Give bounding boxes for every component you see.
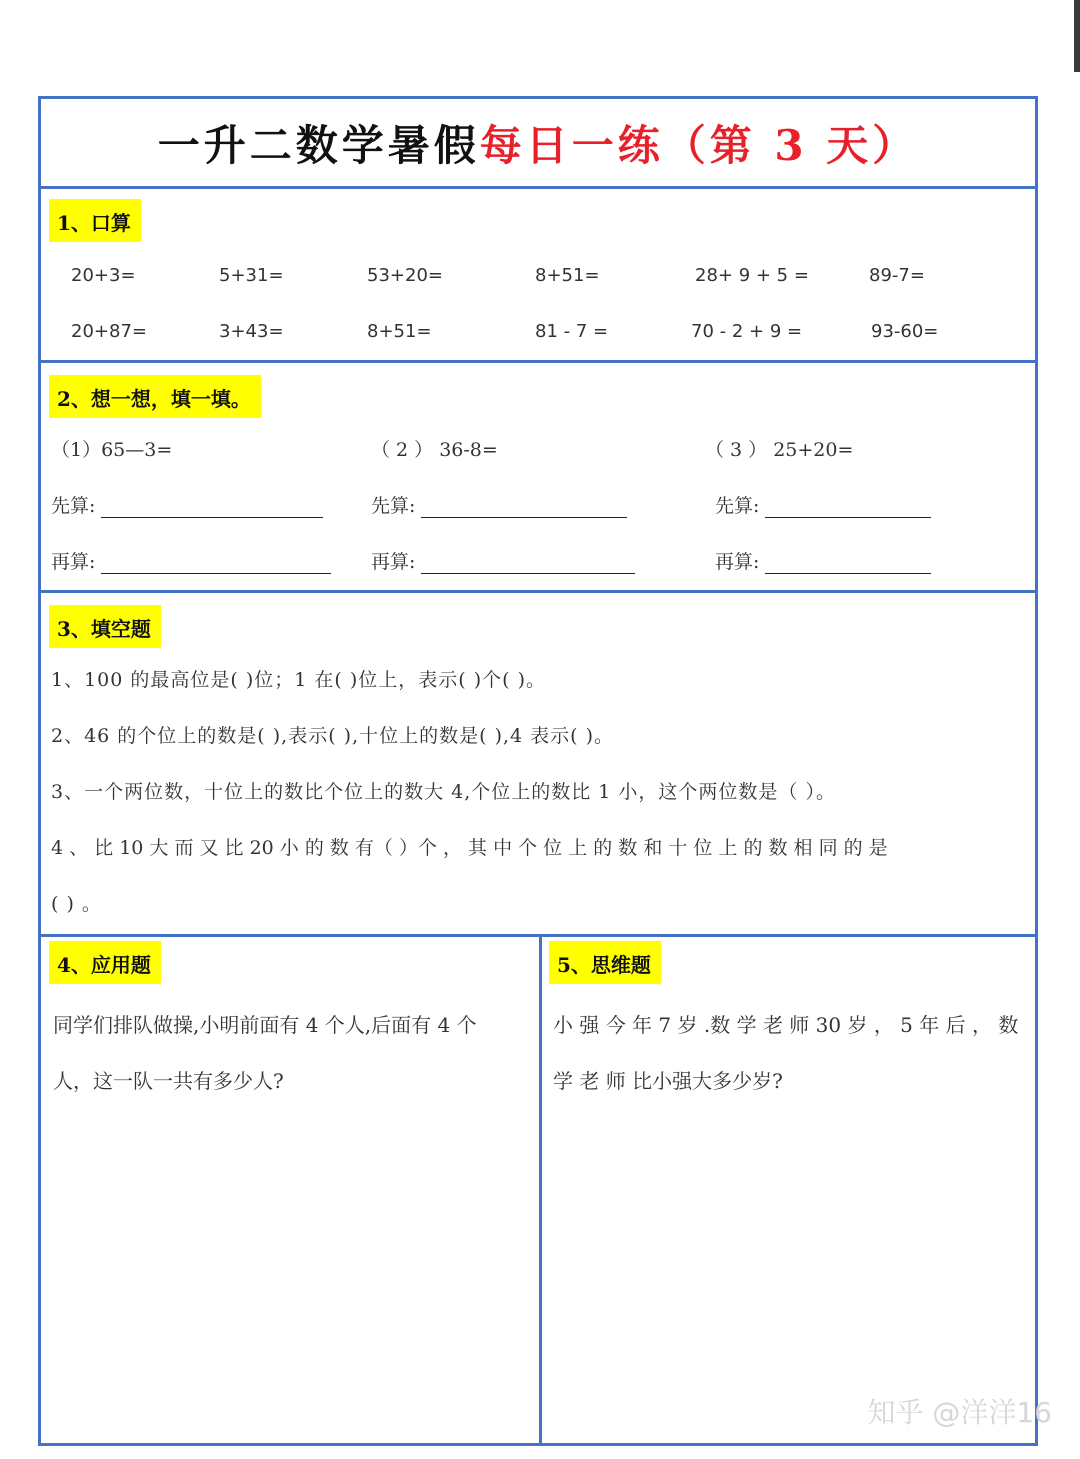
thinking-problem-line: 学 老 师 比小强大多少岁?	[553, 1069, 783, 1093]
answer-blank[interactable]	[101, 495, 323, 518]
arith-item: 20+3=	[71, 265, 136, 286]
word-problem-line: 人，这一队一共有多少人?	[53, 1069, 284, 1093]
page-edge-mark	[1074, 0, 1080, 72]
section-heading: 3、填空题	[49, 605, 161, 648]
first-step-label: 先算:	[51, 495, 96, 517]
arith-item: 5+31=	[219, 265, 284, 286]
arith-item: 3+43=	[219, 321, 284, 342]
first-step-label: 先算:	[715, 495, 760, 517]
section-heading: 5、思维题	[549, 941, 661, 984]
first-step-label: 先算:	[371, 495, 416, 517]
column-divider	[539, 937, 542, 1446]
answer-blank[interactable]	[765, 495, 931, 518]
arith-item: 81 - 7 =	[535, 321, 609, 342]
arith-item: 53+20=	[367, 265, 443, 286]
arith-item: 8+51=	[535, 265, 600, 286]
section-word-problems	[41, 937, 1035, 1446]
problem-3: （ 3 ） 25+20=	[705, 439, 854, 461]
first-step-row	[371, 491, 627, 518]
arith-item: 20+87=	[71, 321, 147, 342]
second-step-row	[51, 547, 331, 574]
question-2: 2、46 的个位上的数是( ),表示( ),十位上的数是( ),4 表示( )。	[51, 725, 615, 747]
worksheet	[38, 96, 1038, 1446]
question-1: 1、100 的最高位是( )位；1 在( )位上，表示( )个( )。	[51, 669, 546, 691]
problem-1: （1）65—3=	[51, 439, 173, 461]
word-problem-line: 同学们排队做操,小明前面有 4 个人,后面有 4 个	[53, 1013, 477, 1037]
arith-item: 70 - 2 + 9 =	[691, 321, 803, 342]
question-3: 3、一个两位数，十位上的数比个位上的数大 4,个位上的数比 1 小，这个两位数是（ ）。	[51, 781, 836, 803]
arith-item: 93-60=	[871, 321, 939, 342]
watermark: 知乎 @洋洋16	[867, 1396, 1052, 1429]
section-heading: 4、应用题	[49, 941, 161, 984]
first-step-row	[51, 491, 323, 518]
section-mental-arithmetic	[41, 189, 1035, 363]
answer-blank[interactable]	[421, 551, 635, 574]
section-heading: 2、想一想，填一填。	[49, 375, 261, 418]
answer-blank[interactable]	[421, 495, 627, 518]
title-red-part: 每日一练（第 3 天）	[479, 121, 919, 170]
question-4-continued: ( ) 。	[51, 893, 102, 915]
second-step-label: 再算:	[51, 551, 96, 573]
second-step-label: 再算:	[371, 551, 416, 573]
answer-blank[interactable]	[101, 551, 331, 574]
page-title	[41, 113, 1035, 173]
question-4: 4 、 比 10 大 而 又 比 20 小 的 数 有（ ）个 ， 其 中 个 位 上 的 数 和 十 位 上 的 数 相 同 的 是	[51, 837, 888, 859]
arith-item: 89-7=	[869, 265, 925, 286]
title-row	[41, 99, 1035, 189]
section-fill-in-blanks	[41, 593, 1035, 937]
section-think-and-fill	[41, 363, 1035, 593]
problem-2: （ 2 ） 36-8=	[371, 439, 498, 461]
thinking-problem-line: 小 强 今 年 7 岁 .数 学 老 师 30 岁 ， 5 年 后 ， 数	[553, 1013, 1019, 1037]
arith-item: 8+51=	[367, 321, 432, 342]
first-step-row	[715, 491, 931, 518]
second-step-row	[371, 547, 635, 574]
second-step-label: 再算:	[715, 551, 760, 573]
section-heading: 1、口算	[49, 199, 141, 242]
second-step-row	[715, 547, 931, 574]
title-black-part: 一升二数学暑假	[157, 121, 480, 170]
answer-blank[interactable]	[765, 551, 931, 574]
arith-item: 28+ 9 + 5 =	[695, 265, 809, 286]
